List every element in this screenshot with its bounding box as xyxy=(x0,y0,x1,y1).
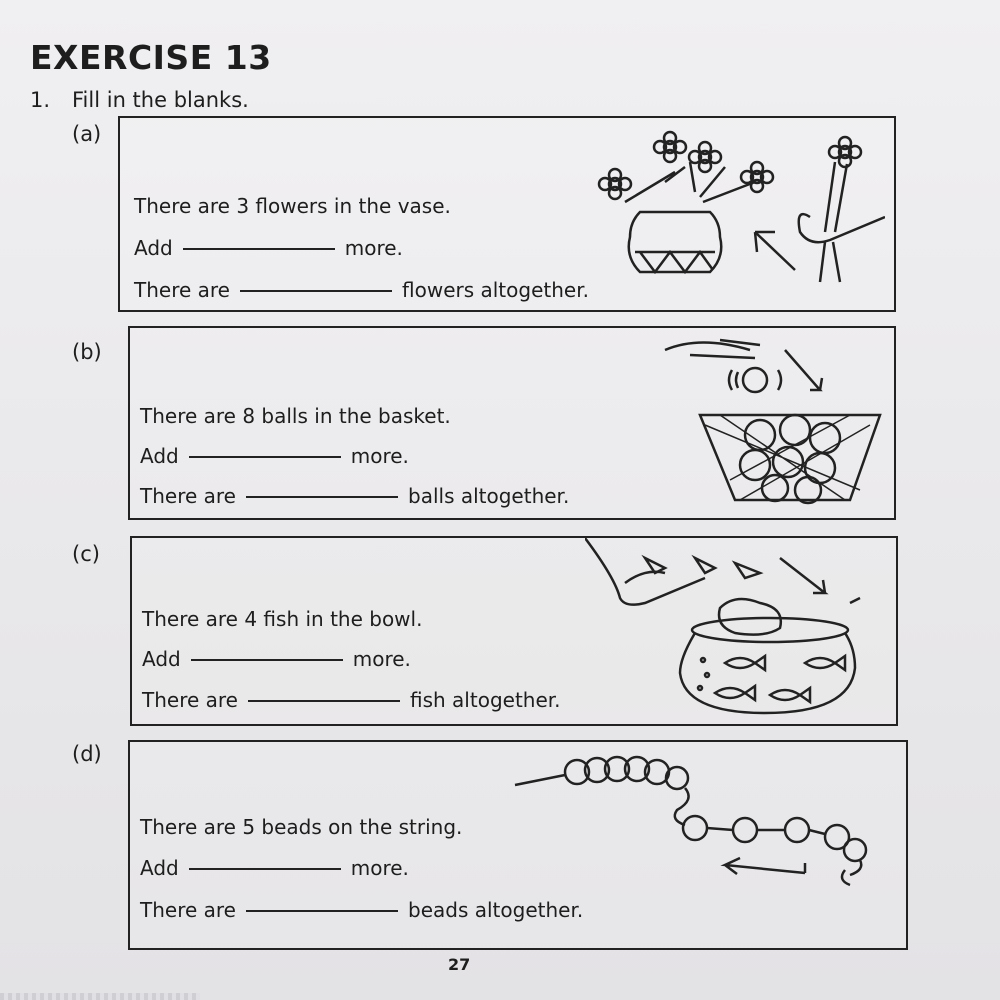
answer-blank-add[interactable] xyxy=(191,659,343,661)
there-are-text: There are xyxy=(134,278,230,302)
add-text: Add xyxy=(140,856,179,880)
more-text: more. xyxy=(344,236,403,260)
page-number: 27 xyxy=(448,955,471,974)
item-d-add-row xyxy=(140,856,409,880)
question-1 xyxy=(30,88,249,112)
more-text: more. xyxy=(352,647,411,671)
there-are-text: There are xyxy=(140,898,236,922)
item-c-add-row xyxy=(142,647,411,671)
item-d-label: (d) xyxy=(72,742,102,766)
add-text: Add xyxy=(134,236,173,260)
question-number: 1. xyxy=(30,88,51,112)
answer-blank-total[interactable] xyxy=(240,290,392,292)
item-c-label: (c) xyxy=(72,542,100,566)
more-text: more. xyxy=(350,444,409,468)
answer-blank-total[interactable] xyxy=(246,910,398,912)
more-text: more. xyxy=(350,856,409,880)
answer-blank-add[interactable] xyxy=(183,248,335,250)
fish-bowl-illustration xyxy=(585,538,890,718)
flowers-vase-illustration xyxy=(585,122,885,302)
item-c-line1: There are 4 fish in the bowl. xyxy=(142,607,423,631)
altogether-text: balls altogether. xyxy=(408,484,570,508)
altogether-text: beads altogether. xyxy=(408,898,584,922)
answer-blank-add[interactable] xyxy=(189,456,341,458)
there-are-text: There are xyxy=(142,688,238,712)
beads-string-illustration xyxy=(505,750,890,935)
item-a-add-row xyxy=(134,236,403,260)
balls-basket-illustration xyxy=(660,330,885,510)
item-a-line1: There are 3 flowers in the vase. xyxy=(134,194,451,218)
add-text: Add xyxy=(142,647,181,671)
page-edge xyxy=(0,993,200,1000)
item-d-line1: There are 5 beads on the string. xyxy=(140,815,463,839)
question-instruction: Fill in the blanks. xyxy=(72,88,249,112)
item-a-label: (a) xyxy=(72,122,102,146)
item-a-total-row xyxy=(134,278,589,302)
altogether-text: fish altogether. xyxy=(410,688,561,712)
item-b-add-row xyxy=(140,444,409,468)
altogether-text: flowers altogether. xyxy=(402,278,589,302)
item-b-label: (b) xyxy=(72,340,102,364)
item-b-total-row xyxy=(140,484,569,508)
there-are-text: There are xyxy=(140,484,236,508)
item-c-total-row xyxy=(142,688,561,712)
answer-blank-total[interactable] xyxy=(246,496,398,498)
add-text: Add xyxy=(140,444,179,468)
item-b-line1: There are 8 balls in the basket. xyxy=(140,404,451,428)
answer-blank-add[interactable] xyxy=(189,868,341,870)
exercise-title: EXERCISE 13 xyxy=(30,38,272,77)
answer-blank-total[interactable] xyxy=(248,700,400,702)
